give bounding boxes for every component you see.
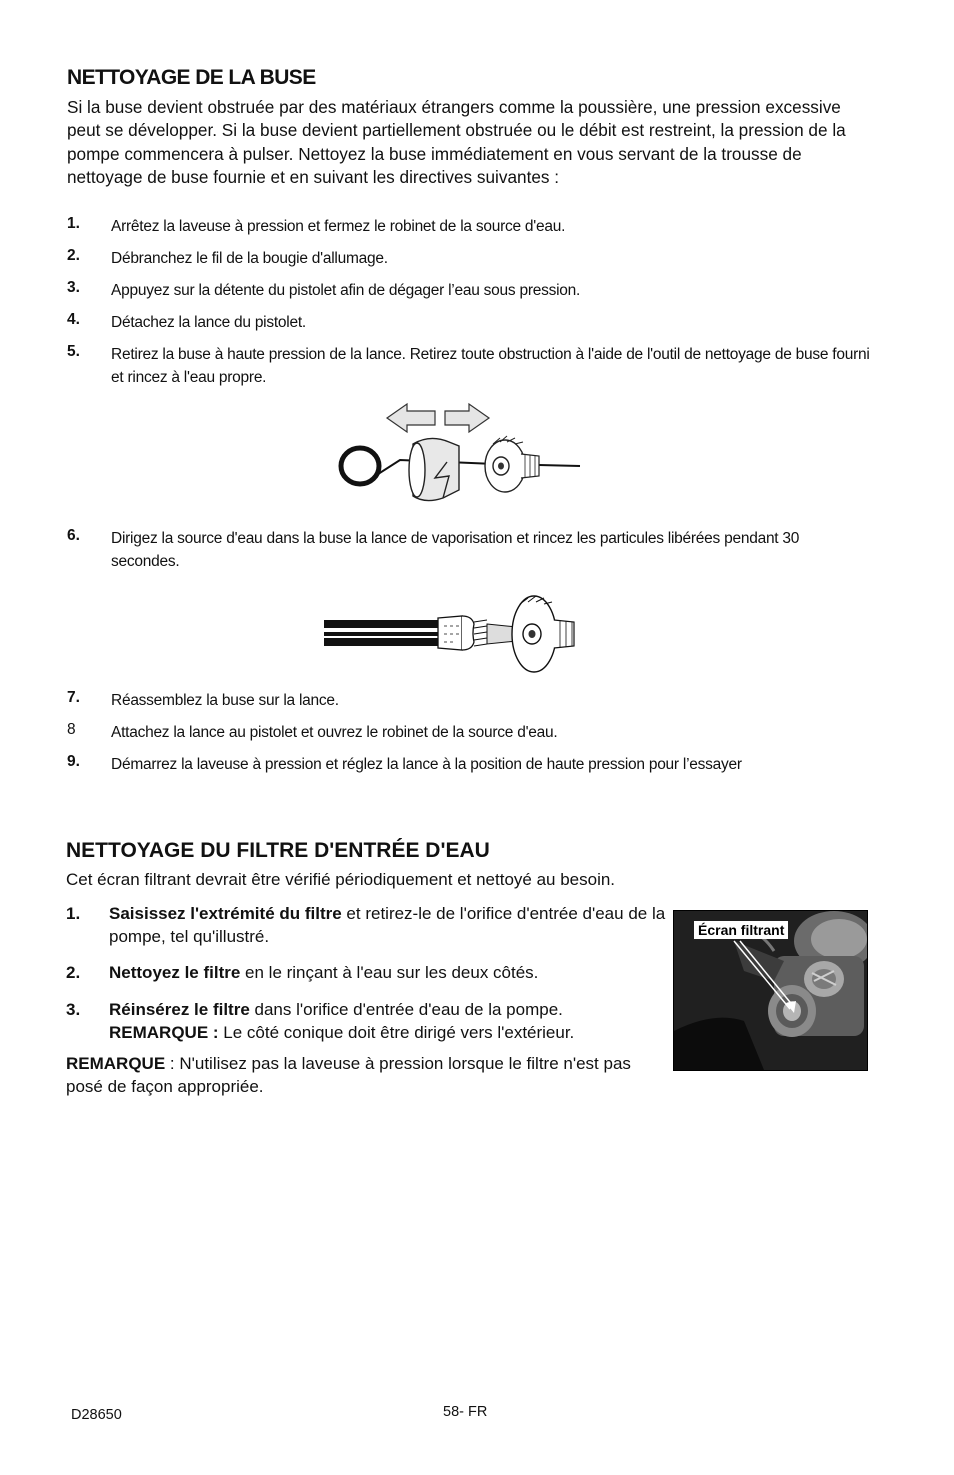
step-text: Arrêtez la laveuse à pression et fermez le robinet de la source d'eau. [111,218,566,235]
section-intro: Cet écran filtrant devrait être vérifié périodiquement et nettoyé au besoin. [66,870,616,889]
step-text: Débranchez le fil de la bougie d'allumage. [111,250,388,267]
step-text: Appuyez sur la détente du pistolet afin de dégager l’eau sous pression. [111,282,581,299]
step-text: Attachez la lance au pistolet et ouvrez le robinet de la source d'eau. [111,724,558,741]
photo-callout-label: Écran filtrant [694,921,788,939]
step-number: 3. [67,279,80,296]
step-text: et retirez-le de l'orifice d'entrée d'eau de la pompe, tel qu'illustré. [109,904,666,946]
step-number: 4. [67,311,80,328]
document-code: D28650 [71,1407,122,1423]
step-text: Retirez la buse à haute pression de la lance. Retirez toute obstruction à l'aide de l'outil de nettoyage de buse fourni et rincez à l'eau propre. [111,346,870,386]
step-number: 6. [67,527,80,544]
step-number: 2. [66,963,81,982]
step-number: 2. [67,247,80,264]
note-label: REMARQUE [66,1054,166,1073]
note-text: : N'utilisez pas la laveuse à pression lorsque le filtre n'est pas posé de façon appropriée. [66,1054,631,1096]
section-title-filter-cleaning: NETTOYAGE DU FILTRE D'ENTRÉE D'EAU [66,839,490,862]
step-number: 3. [66,1000,81,1019]
step-number: 1. [66,904,81,923]
step-number: 8 [67,721,76,738]
nozzle-cleaning-illustration [335,398,585,510]
filter-photo [673,910,868,1071]
step-bold: Nettoyez le filtre [109,963,241,982]
step-text: Dirigez la source d'eau dans la buse la lance de vaporisation et rincez les particules libérées pendant 30 secondes. [111,530,800,570]
step-note-label: REMARQUE : [109,1023,219,1042]
step-body [109,902,669,948]
nozzle-flush-illustration [322,590,597,685]
step-text: Détachez la lance du pistolet. [111,314,306,331]
step-body [109,961,669,984]
step-bold: Saisissez l'extrémité du filtre [109,904,342,923]
step-text: dans l'orifice d'entrée d'eau de la pompe. [249,1000,563,1019]
step-number: 1. [67,215,80,232]
section-title-nozzle-cleaning: NETTOYAGE DE LA BUSE [67,66,316,89]
step-text: Démarrez la laveuse à pression et réglez la lance à la position de haute pression pour l’essayer [111,756,742,773]
step-number: 9. [67,753,80,770]
step-number: 7. [67,689,80,706]
step-number: 5. [67,343,80,360]
filter-warning-note [66,1052,666,1098]
step-note-text: Le côté conique doit être dirigé vers l'extérieur. [218,1023,575,1042]
section-intro: Si la buse devient obstruée par des matériaux étrangers comme la poussière, une pression excessive peut se développer. Si la buse devient partiellement obstruée ou le débit est restreint, la pression de la pompe commencera à pulser. Nettoyez la buse immédiatement en vous servant de la trousse de nettoyage de buse fournie et en suivant les directives suivantes : [67,97,846,187]
step-bold: Réinsérez le filtre [109,1000,250,1019]
step-text: en le rinçant à l'eau sur les deux côtés. [240,963,539,982]
page-number: 58- FR [443,1404,488,1420]
step-text: Réassemblez la buse sur la lance. [111,692,339,709]
step-body [109,998,669,1044]
